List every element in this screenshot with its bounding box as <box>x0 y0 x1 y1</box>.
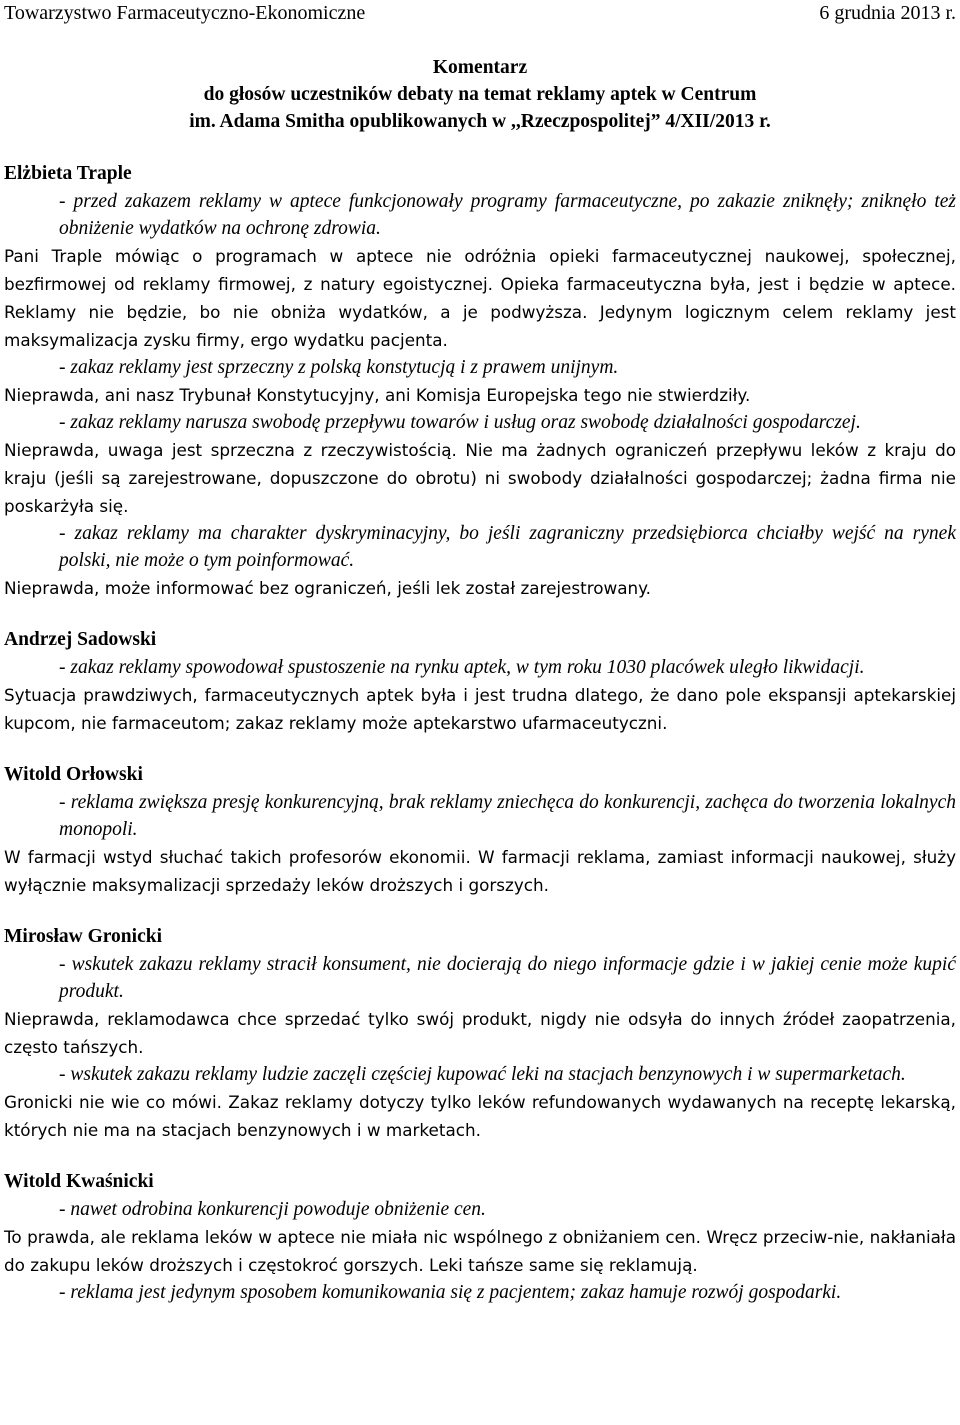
speaker-name: Witold Orłowski <box>4 764 143 785</box>
title-line-1: Komentarz <box>432 57 528 78</box>
title-line-3: im. Adama Smitha opublikowanych w ,,Rzeczpospolitej” 4/XII/2013 r. <box>189 111 771 132</box>
response-text: Pani Traple mówiąc o programach w aptece nie odróżnia opieki farmaceutycznej naukowej, społecznej, bezfirmowej od reklamy firmowej, z natury egoistycznej. Opieka farmaceutyczna była, jest i będzie w aptece. Reklamy nie będzie, bo nie obniża wydatków, a je podwyższa. Jedynym logicznym celem reklamy jest maksymalizacja zysku firmy, ergo wydatku pacjenta. <box>4 246 956 350</box>
document-title <box>4 54 956 135</box>
speaker-name: Witold Kwaśnicki <box>4 1171 154 1192</box>
response-text: Sytuacja prawdziwych, farmaceutycznych aptek była i jest trudna dlatego, że dano pole ekspansji aptekarskiej kupcom, nie farmaceutom; zakaz reklamy może aptekarstwo ufarmaceutyczni. <box>4 685 956 733</box>
response-text: To prawda, ale reklama leków w aptece nie miała nic wspólnego z obniżaniem cen. Wręcz przeciw-nie, nakłaniała do zakupu leków droższych i częstokroć gorszych. Leki tańsze same się reklamują. <box>4 1227 956 1275</box>
quote-text: - zakaz reklamy spowodował spustoszenie na rynku aptek, w tym roku 1030 placówek uległo likwidacji. <box>59 657 865 678</box>
quote-text: - zakaz reklamy ma charakter dyskryminacyjny, bo jeśli zagraniczny przedsiębiorca chciałby wejść na rynek polski, nie może o tym poinformować. <box>59 523 956 571</box>
quote-text: - zakaz reklamy jest sprzeczny z polską konstytucją i z prawem unijnym. <box>59 357 619 378</box>
response-text: Gronicki nie wie co mówi. Zakaz reklamy dotyczy tylko leków refundowanych wydawanych na receptę lekarską, których nie ma na stacjach benzynowych i w marketach. <box>4 1092 956 1140</box>
title-line-2: do głosów uczestników debaty na temat reklamy aptek w Centrum <box>203 84 757 105</box>
speaker-name: Elżbieta Traple <box>4 163 132 184</box>
response-text: Nieprawda, reklamodawca chce sprzedać tylko swój produkt, nigdy nie odsyła do innych źródeł zaopatrzenia, często tańszych. <box>4 1009 956 1057</box>
quote-text: - nawet odrobina konkurencji powoduje obniżenie cen. <box>59 1199 486 1220</box>
quote-text: - zakaz reklamy narusza swobodę przepływu towarów i usług oraz swobodę działalności gospodarczej. <box>59 412 861 433</box>
response-text: W farmacji wstyd słuchać takich profesorów ekonomii. W farmacji reklama, zamiast informacji naukowej, służy wyłącznie maksymalizacji sprzedaży leków droższych i gorszych. <box>4 847 956 895</box>
speaker-name: Andrzej Sadowski <box>4 629 157 650</box>
section-kwasnicki <box>4 1168 956 1306</box>
speaker-name: Mirosław Gronicki <box>4 926 162 947</box>
response-text: Nieprawda, może informować bez ograniczeń, jeśli lek został zarejestrowany. <box>4 578 652 598</box>
page-header <box>4 0 956 26</box>
quote-text: - wskutek zakazu reklamy ludzie zaczęli częściej kupować leki na stacjach benzynowych i w supermarketach. <box>59 1064 906 1085</box>
response-text: Nieprawda, uwaga jest sprzeczna z rzeczywistością. Nie ma żadnych ograniczeń przepływu leków z kraju do kraju (jeśli są zarejestrowane, dopuszczone do obrotu) ni swobody działalności gospodarczej; żadna firma nie poskarżyła się. <box>4 440 956 516</box>
header-date: 6 grudnia 2013 r. <box>819 2 956 24</box>
section-gronicki <box>4 923 956 1144</box>
section-sadowski <box>4 626 956 737</box>
response-text: Nieprawda, ani nasz Trybunał Konstytucyjny, ani Komisja Europejska tego nie stwierdziły. <box>4 385 751 405</box>
quote-text: - wskutek zakazu reklamy stracił konsument, nie docierają do niego informacje gdzie i w jakiej cenie może kupić produkt. <box>59 954 956 1002</box>
section-orlowski <box>4 761 956 899</box>
quote-text: - przed zakazem reklamy w aptece funkcjonowały programy farmaceutyczne, po zakazie zniknęły; zniknęło też obniżenie wydatków na ochronę zdrowia. <box>59 191 956 239</box>
quote-text: - reklama zwiększa presję konkurencyjną, brak reklamy zniechęca do konkurencji, zachęca do tworzenia lokalnych monopoli. <box>59 792 956 840</box>
section-traple <box>4 160 956 602</box>
header-organization: Towarzystwo Farmaceutyczno-Ekonomiczne <box>4 2 366 24</box>
quote-text: - reklama jest jedynym sposobem komunikowania się z pacjentem; zakaz hamuje rozwój gospodarki. <box>59 1282 842 1303</box>
